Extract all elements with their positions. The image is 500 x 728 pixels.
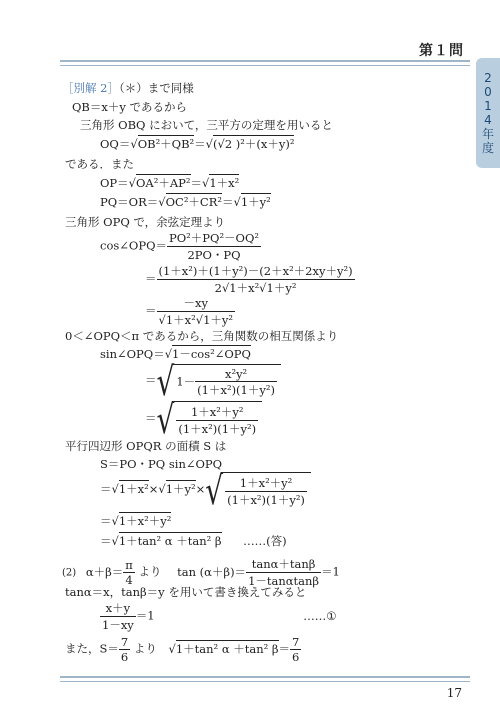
math: ＝1	[321, 564, 340, 579]
math: (√2 )²＋(x＋y)²	[213, 137, 295, 151]
denominator: 2PO・PQ	[187, 248, 241, 262]
fraction	[195, 367, 277, 398]
math: より	[138, 564, 162, 579]
equation-cos-1	[100, 230, 261, 263]
math: PQ＝OR＝	[100, 195, 159, 209]
equation-s: また，S＝ $\frac{7}{6}$ より √1＋tan² α ＋tan² β＝ $\frac{7}{6}$	[65, 635, 300, 664]
text-line: tanα＝x，tanβ＝y を用いて書き換えてみると	[65, 585, 307, 599]
math: cos∠OPQ＝	[100, 238, 167, 253]
math: ＝	[145, 411, 157, 425]
alt-solution-heading	[62, 80, 194, 96]
denominator: (1＋x²)(1＋y²)	[197, 383, 275, 397]
equation-area-4: ＝√1＋tan² α ＋tan² β ……(答)	[100, 534, 287, 548]
footer-rule-thin	[60, 681, 470, 682]
answer-mark: ……(答)	[243, 534, 287, 548]
denominator: (1＋x²)(1＋y²)	[178, 422, 257, 436]
numerator: 7	[292, 635, 300, 649]
side-tab-char: 1	[484, 99, 492, 113]
fraction	[100, 600, 136, 633]
denominator: 6	[120, 650, 129, 664]
numerator: 7	[120, 635, 129, 649]
alt-solution-tag: ［別解 2］	[62, 81, 119, 95]
page-title: 第１問	[419, 43, 464, 59]
equation-sin-3	[145, 395, 262, 443]
math: OQ＝	[100, 137, 131, 151]
equation-cos-3	[145, 295, 235, 328]
text-line: 三角形 OBQ において，三平方の定理を用いると	[80, 118, 333, 132]
side-tab-char: 4	[484, 113, 492, 127]
math: 1＋x²＋y²	[118, 514, 172, 528]
math: OA²＋AP²	[136, 176, 191, 190]
fraction	[119, 635, 130, 664]
denominator: 2√1＋x²√1＋y²	[214, 281, 297, 295]
math: より	[133, 641, 157, 656]
math: ×	[148, 482, 159, 496]
numerator: x＋y	[100, 600, 136, 617]
equation-sin-2	[145, 357, 281, 405]
side-tab-char: 0	[484, 85, 492, 99]
math: ×	[195, 482, 206, 496]
math: ＝	[100, 514, 112, 528]
denominator: 4	[125, 573, 133, 587]
math: 1＋y²	[240, 195, 271, 209]
text: （＊）まで同様	[118, 81, 194, 95]
equation-area-2: ＝√1＋x²×√1＋y²×√ $\frac{\text{1＋x²＋y²}}{\text{(1＋x²)(1＋y²)}}$	[100, 472, 311, 508]
math: ＝	[145, 373, 157, 387]
math: OC²＋CR²	[165, 195, 222, 209]
header-rule	[60, 60, 470, 62]
text-line: QB＝x＋y であるから	[72, 100, 188, 114]
math: tan (α＋β)＝	[177, 564, 247, 579]
numerator: 1＋x²＋y²	[176, 404, 258, 421]
equation-cos-2	[145, 263, 355, 296]
fraction	[157, 295, 236, 328]
math: また，S＝	[65, 641, 119, 656]
equation-op: OP＝√OA²＋AP²＝√1＋x²	[100, 176, 240, 190]
header-rule-thin	[60, 65, 470, 66]
fraction	[225, 475, 307, 508]
equation-pq: PQ＝OR＝√OC²＋CR²＝√1＋y²	[100, 195, 271, 209]
math: 1＋x²	[118, 482, 149, 496]
equation-sin-1: sin∠OPQ＝√1－cos²∠OPQ	[100, 347, 251, 361]
radicand	[172, 401, 262, 437]
denominator: √1＋x²√1＋y²	[158, 313, 233, 327]
page-number: 17	[446, 686, 462, 700]
math: ＝	[145, 303, 157, 318]
math: 1＋x²	[209, 176, 240, 190]
footer-rule	[60, 676, 470, 678]
math: α＋β＝	[85, 564, 124, 579]
math: 1－	[176, 374, 196, 389]
part-number: (2)	[62, 567, 77, 579]
math: ＝	[100, 534, 112, 548]
fraction	[123, 558, 135, 587]
equation-1	[100, 600, 337, 633]
math: ＝	[100, 482, 112, 496]
math: 1＋tan² α ＋tan² β	[175, 641, 279, 656]
numerator: x²y²	[195, 367, 277, 382]
sqrt-sign: √	[156, 357, 175, 405]
numerator: π	[125, 558, 133, 572]
math: ＝1	[135, 608, 155, 623]
denominator: 6	[292, 650, 300, 664]
radicand	[172, 364, 281, 398]
fraction	[176, 404, 258, 437]
equation-tag: ……①	[303, 608, 337, 623]
math: ＝	[190, 176, 202, 190]
math: OB²＋QB²	[137, 137, 195, 151]
text-line: 三角形 OPQ で，余弦定理より	[65, 215, 226, 229]
math: 1－cos²∠OPQ	[172, 347, 251, 361]
equation-oq: OQ＝√OB²＋QB²＝√(√2 )²＋(x＋y)²	[100, 137, 295, 151]
numerator: (1＋x²)＋(1＋y²)－(2＋x²＋2xy＋y²)	[158, 264, 353, 278]
side-tab-char: 度	[481, 141, 494, 155]
math: ＝	[145, 271, 157, 286]
sqrt-sign: √	[156, 395, 175, 443]
text-line: である．また	[65, 157, 134, 171]
math: ＝	[278, 641, 291, 656]
math: 1＋tan² α ＋tan² β	[118, 534, 222, 548]
sqrt-sign: √	[205, 466, 224, 514]
fraction	[290, 635, 301, 664]
denominator: (1＋x²)(1＋y²)	[227, 493, 305, 507]
fraction	[167, 230, 261, 263]
year-side-tab	[476, 58, 500, 168]
side-tab-char: 2	[484, 71, 492, 85]
math: sin∠OPQ＝	[100, 347, 165, 361]
math: OP＝	[100, 176, 129, 190]
denominator: 1－tanαtanβ	[248, 574, 320, 588]
math: ＝	[194, 137, 206, 151]
radicand	[221, 472, 311, 508]
math: 1＋y²	[165, 482, 196, 496]
fraction	[157, 263, 355, 296]
side-tab-char: 年	[481, 127, 494, 141]
text-line: 0＜∠OPQ＜π であるから，三角関数の相互関係より	[65, 329, 339, 343]
denominator: 1－xy	[102, 618, 134, 632]
numerator: tanα＋tanβ	[246, 556, 321, 573]
numerator: －xy	[157, 295, 236, 312]
numerator: 1＋x²＋y²	[225, 475, 307, 492]
equation-area-1: S＝PO・PQ sin∠OPQ	[100, 457, 223, 471]
text-line: 平行四辺形 OPQR の面積 S は	[65, 439, 227, 453]
equation-area-3: ＝√1＋x²＋y²	[100, 514, 172, 528]
numerator: PO²＋PQ²－OQ²	[169, 231, 260, 245]
math: ＝	[222, 195, 234, 209]
